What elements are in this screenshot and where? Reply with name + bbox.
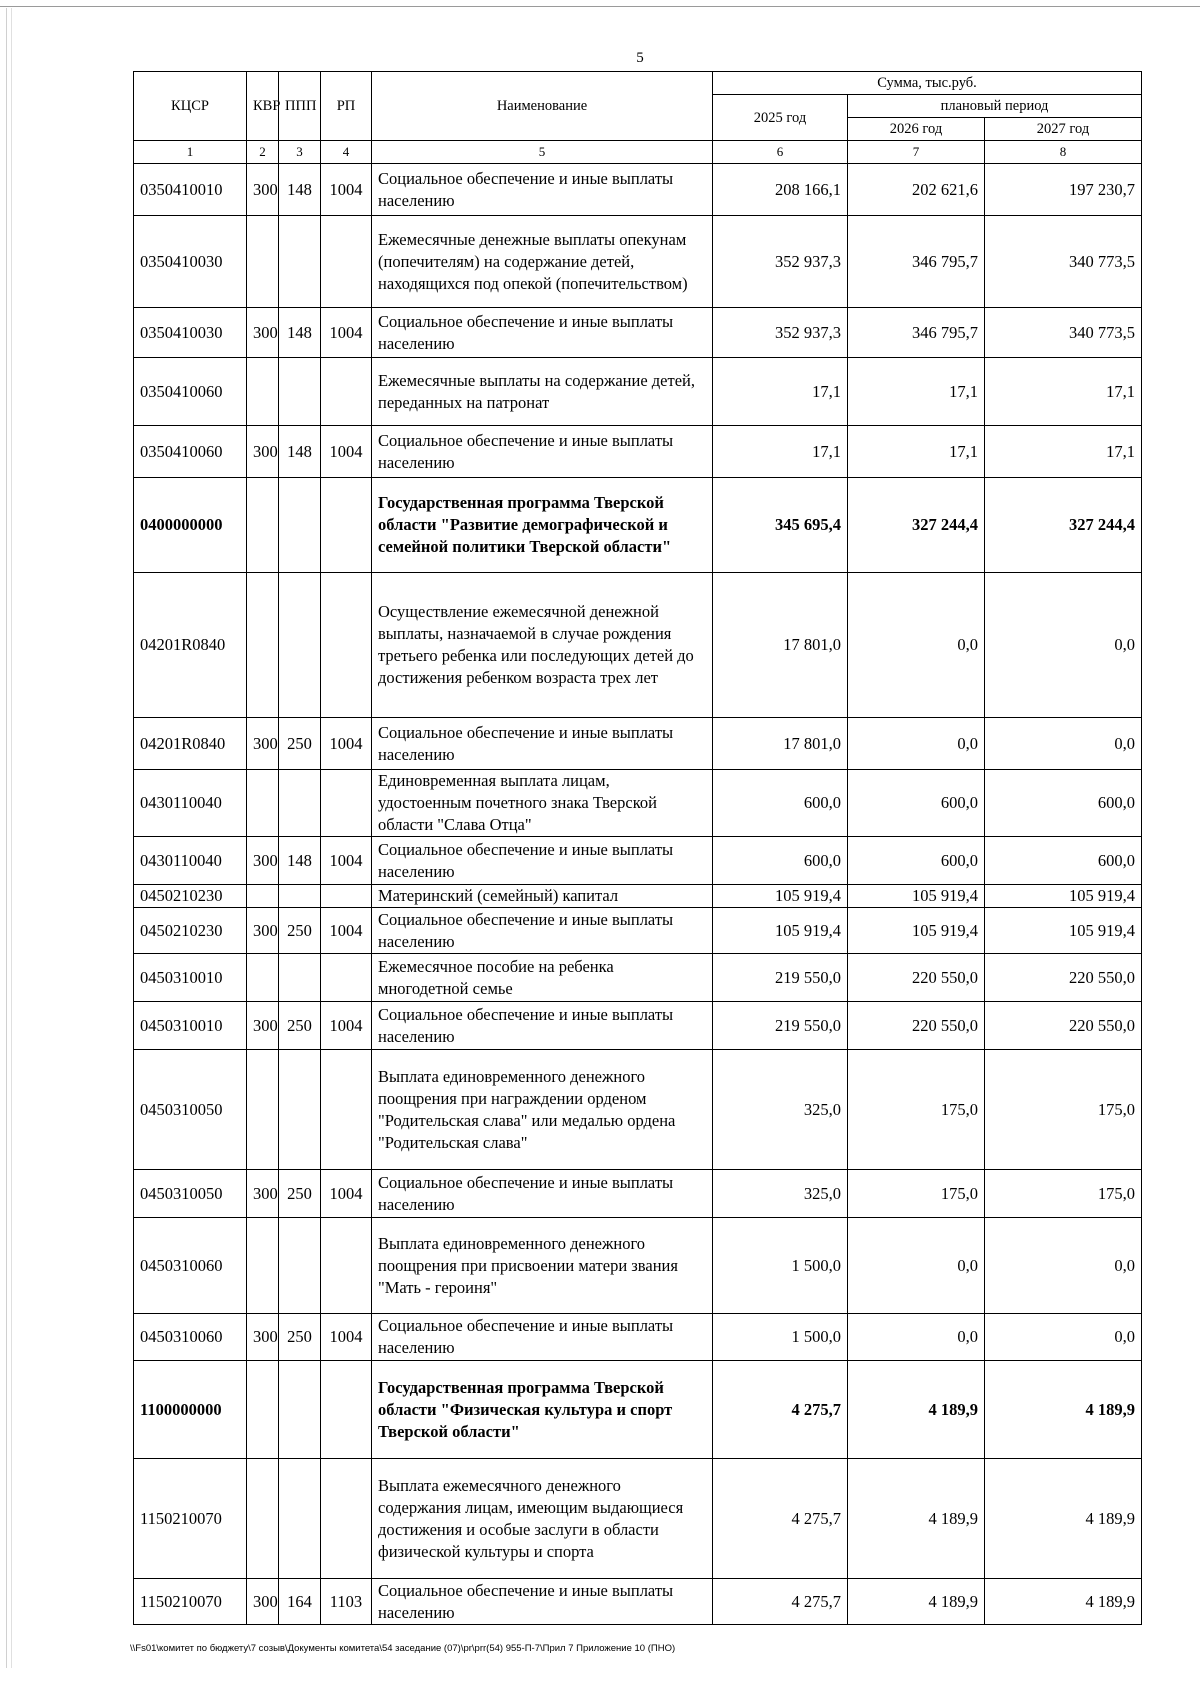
amount-2026: 17,1 [848,426,985,478]
kvr-cell: 300 [247,837,279,885]
column-number: 6 [713,141,848,164]
amount-2026: 0,0 [848,1218,985,1314]
rp-cell: 1004 [321,164,372,216]
rp-cell: 1004 [321,837,372,885]
rp-cell [321,1459,372,1579]
rp-cell: 1004 [321,1002,372,1050]
amount-2027: 105 919,4 [985,885,1142,908]
table-row [134,1314,1142,1361]
amount-2026: 600,0 [848,837,985,885]
table-row [134,908,1142,954]
rp-cell: 1004 [321,308,372,358]
ppp-cell: 250 [279,908,321,954]
name-cell: Осуществление ежемесячной денежной выплаты, назначаемой в случае рождения третьего ребенка или последующих детей до достижения ребенком возраста трех лет [372,573,713,718]
kcsr-cell: 1100000000 [134,1361,247,1459]
amount-2025: 600,0 [713,837,848,885]
column-number: 2 [247,141,279,164]
table-row [134,573,1142,718]
name-cell: Единовременная выплата лицам, удостоенным почетного знака Тверской области "Слава Отца" [372,770,713,837]
column-number: 4 [321,141,372,164]
header-planned-period: плановый период [848,95,1142,118]
amount-2026: 202 621,6 [848,164,985,216]
ppp-cell [279,770,321,837]
amount-2025: 105 919,4 [713,885,848,908]
amount-2027: 340 773,5 [985,308,1142,358]
kcsr-cell: 0350410010 [134,164,247,216]
amount-2025: 17 801,0 [713,718,848,770]
amount-2027: 0,0 [985,1218,1142,1314]
kcsr-cell: 0350410060 [134,426,247,478]
kcsr-cell: 0450210230 [134,885,247,908]
header-name: Наименование [372,72,713,141]
table-row [134,1459,1142,1579]
ppp-cell [279,885,321,908]
rp-cell [321,1050,372,1170]
kcsr-cell: 0450310010 [134,1002,247,1050]
kvr-cell [247,573,279,718]
header-ppp: ППП [279,72,321,141]
table-row [134,164,1142,216]
kvr-cell: 300 [247,426,279,478]
ppp-cell: 148 [279,837,321,885]
kcsr-cell: 0430110040 [134,770,247,837]
kcsr-cell: 0450310050 [134,1050,247,1170]
kvr-cell [247,954,279,1002]
ppp-cell [279,216,321,308]
amount-2026: 105 919,4 [848,885,985,908]
column-number: 5 [372,141,713,164]
ppp-cell: 148 [279,308,321,358]
amount-2027: 17,1 [985,426,1142,478]
amount-2027: 220 550,0 [985,954,1142,1002]
ppp-cell [279,478,321,573]
header-year-2025: 2025 год [713,95,848,141]
amount-2025: 345 695,4 [713,478,848,573]
rp-cell: 1103 [321,1579,372,1625]
amount-2027: 4 189,9 [985,1361,1142,1459]
kcsr-cell: 0450210230 [134,908,247,954]
amount-2026: 220 550,0 [848,954,985,1002]
rp-cell: 1004 [321,426,372,478]
amount-2027: 600,0 [985,837,1142,885]
amount-2025: 1 500,0 [713,1314,848,1361]
kvr-cell: 300 [247,1579,279,1625]
kvr-cell [247,885,279,908]
kvr-cell [247,1361,279,1459]
kvr-cell: 300 [247,1002,279,1050]
kvr-cell: 300 [247,1314,279,1361]
name-cell: Материнский (семейный) капитал [372,885,713,908]
kcsr-cell: 04201R0840 [134,573,247,718]
ppp-cell [279,573,321,718]
table-row [134,1218,1142,1314]
rp-cell [321,573,372,718]
rp-cell: 1004 [321,908,372,954]
amount-2026: 4 189,9 [848,1579,985,1625]
amount-2025: 4 275,7 [713,1361,848,1459]
amount-2027: 600,0 [985,770,1142,837]
ppp-cell [279,1218,321,1314]
amount-2025: 1 500,0 [713,1218,848,1314]
kvr-cell: 300 [247,718,279,770]
kcsr-cell: 0400000000 [134,478,247,573]
name-cell: Ежемесячное пособие на ребенка многодетной семье [372,954,713,1002]
amount-2027: 4 189,9 [985,1459,1142,1579]
kcsr-cell: 0450310050 [134,1170,247,1218]
name-cell: Государственная программа Тверской области "Развитие демографической и семейной политики Тверской области" [372,478,713,573]
amount-2025: 600,0 [713,770,848,837]
kvr-cell [247,1459,279,1579]
rp-cell [321,478,372,573]
table-row [134,478,1142,573]
kvr-cell: 300 [247,908,279,954]
amount-2025: 208 166,1 [713,164,848,216]
column-number: 3 [279,141,321,164]
table-row [134,770,1142,837]
table-row [134,1361,1142,1459]
rp-cell: 1004 [321,1314,372,1361]
amount-2026: 600,0 [848,770,985,837]
kvr-cell: 300 [247,164,279,216]
kvr-cell: 300 [247,1170,279,1218]
amount-2025: 4 275,7 [713,1579,848,1625]
kvr-cell [247,1218,279,1314]
header-year-2026: 2026 год [848,118,985,141]
amount-2026: 4 189,9 [848,1361,985,1459]
table-row [134,308,1142,358]
name-cell: Государственная программа Тверской области "Физическая культура и спорт Тверской области" [372,1361,713,1459]
file-path-footer: \\Fs01\комитет по бюджету\7 созыв\Документы комитета\54 заседание (07)\pr\prr(54) 955-П-7\Прил 7 Приложение 10 (ПНО) [130,1643,676,1654]
column-number: 7 [848,141,985,164]
ppp-cell: 250 [279,718,321,770]
kcsr-cell: 0350410030 [134,216,247,308]
amount-2025: 105 919,4 [713,908,848,954]
name-cell: Социальное обеспечение и иные выплаты населению [372,426,713,478]
table-row [134,1579,1142,1625]
table-row [134,426,1142,478]
amount-2025: 17,1 [713,426,848,478]
name-cell: Социальное обеспечение и иные выплаты населению [372,1314,713,1361]
amount-2026: 346 795,7 [848,308,985,358]
rp-cell: 1004 [321,1170,372,1218]
rp-cell [321,954,372,1002]
page-number: 5 [636,50,644,66]
name-cell: Ежемесячные выплаты на содержание детей, переданных на патронат [372,358,713,426]
amount-2026: 17,1 [848,358,985,426]
kcsr-cell: 0350410060 [134,358,247,426]
ppp-cell: 250 [279,1002,321,1050]
kcsr-cell: 1150210070 [134,1459,247,1579]
kvr-cell [247,216,279,308]
kcsr-cell: 0450310060 [134,1314,247,1361]
rp-cell [321,358,372,426]
amount-2027: 175,0 [985,1170,1142,1218]
amount-2027: 175,0 [985,1050,1142,1170]
kcsr-cell: 0350410030 [134,308,247,358]
kcsr-cell: 1150210070 [134,1579,247,1625]
table-row [134,358,1142,426]
rp-cell: 1004 [321,718,372,770]
name-cell: Выплата единовременного денежного поощрения при награждении орденом "Родительская слава" или медалью ордена "Родительская слава" [372,1050,713,1170]
amount-2027: 17,1 [985,358,1142,426]
ppp-cell [279,1361,321,1459]
table-row [134,954,1142,1002]
name-cell: Выплата ежемесячного денежного содержания лицам, имеющим выдающиеся достижения и особые заслуги в области физической культуры и спорта [372,1459,713,1579]
amount-2026: 0,0 [848,1314,985,1361]
amount-2025: 4 275,7 [713,1459,848,1579]
name-cell: Социальное обеспечение и иные выплаты населению [372,1579,713,1625]
amount-2027: 0,0 [985,1314,1142,1361]
rp-cell [321,1361,372,1459]
name-cell: Социальное обеспечение и иные выплаты населению [372,164,713,216]
name-cell: Социальное обеспечение и иные выплаты населению [372,1170,713,1218]
table-row [134,1170,1142,1218]
kvr-cell [247,1050,279,1170]
amount-2026: 0,0 [848,718,985,770]
name-cell: Социальное обеспечение и иные выплаты населению [372,308,713,358]
column-number: 8 [985,141,1142,164]
table-row [134,1002,1142,1050]
ppp-cell: 250 [279,1314,321,1361]
amount-2027: 197 230,7 [985,164,1142,216]
amount-2027: 327 244,4 [985,478,1142,573]
kcsr-cell: 0450310060 [134,1218,247,1314]
header-kcsr: КЦСР [134,72,247,141]
ppp-cell: 148 [279,426,321,478]
amount-2026: 346 795,7 [848,216,985,308]
amount-2026: 0,0 [848,573,985,718]
table-row [134,1050,1142,1170]
scan-left-edge [6,8,7,1668]
scan-left-edge-inner [11,8,12,1668]
amount-2026: 175,0 [848,1050,985,1170]
amount-2026: 4 189,9 [848,1459,985,1579]
rp-cell [321,885,372,908]
ppp-cell: 148 [279,164,321,216]
amount-2026: 327 244,4 [848,478,985,573]
amount-2025: 325,0 [713,1170,848,1218]
amount-2025: 352 937,3 [713,216,848,308]
ppp-cell [279,954,321,1002]
name-cell: Социальное обеспечение и иные выплаты населению [372,718,713,770]
amount-2027: 0,0 [985,718,1142,770]
ppp-cell: 250 [279,1170,321,1218]
amount-2025: 219 550,0 [713,954,848,1002]
kvr-cell [247,770,279,837]
rp-cell [321,1218,372,1314]
ppp-cell: 164 [279,1579,321,1625]
header-rp: РП [321,72,372,141]
header-kvr: КВР [247,72,279,141]
name-cell: Выплата единовременного денежного поощрения при присвоении матери звания "Мать - героиня" [372,1218,713,1314]
amount-2027: 340 773,5 [985,216,1142,308]
column-number: 1 [134,141,247,164]
name-cell: Ежемесячные денежные выплаты опекунам (попечителям) на содержание детей, находящихся под опекой (попечительством) [372,216,713,308]
table-row [134,718,1142,770]
amount-2027: 4 189,9 [985,1579,1142,1625]
amount-2027: 220 550,0 [985,1002,1142,1050]
kvr-cell: 300 [247,308,279,358]
rp-cell [321,770,372,837]
kcsr-cell: 0450310010 [134,954,247,1002]
name-cell: Социальное обеспечение и иные выплаты населению [372,908,713,954]
ppp-cell [279,358,321,426]
kcsr-cell: 04201R0840 [134,718,247,770]
kvr-cell [247,358,279,426]
name-cell: Социальное обеспечение и иные выплаты населению [372,1002,713,1050]
kcsr-cell: 0430110040 [134,837,247,885]
header-year-2027: 2027 год [985,118,1142,141]
scan-top-edge [0,0,1200,7]
amount-2026: 220 550,0 [848,1002,985,1050]
kvr-cell [247,478,279,573]
table-row [134,885,1142,908]
rp-cell [321,216,372,308]
table-row [134,216,1142,308]
amount-2025: 17 801,0 [713,573,848,718]
amount-2025: 325,0 [713,1050,848,1170]
name-cell: Социальное обеспечение и иные выплаты населению [372,837,713,885]
amount-2027: 105 919,4 [985,908,1142,954]
amount-2025: 352 937,3 [713,308,848,358]
ppp-cell [279,1459,321,1579]
amount-2026: 175,0 [848,1170,985,1218]
amount-2025: 219 550,0 [713,1002,848,1050]
amount-2026: 105 919,4 [848,908,985,954]
budget-table [133,71,1142,1625]
table-row [134,837,1142,885]
amount-2027: 0,0 [985,573,1142,718]
header-sum: Сумма, тыс.руб. [713,72,1142,95]
ppp-cell [279,1050,321,1170]
amount-2025: 17,1 [713,358,848,426]
